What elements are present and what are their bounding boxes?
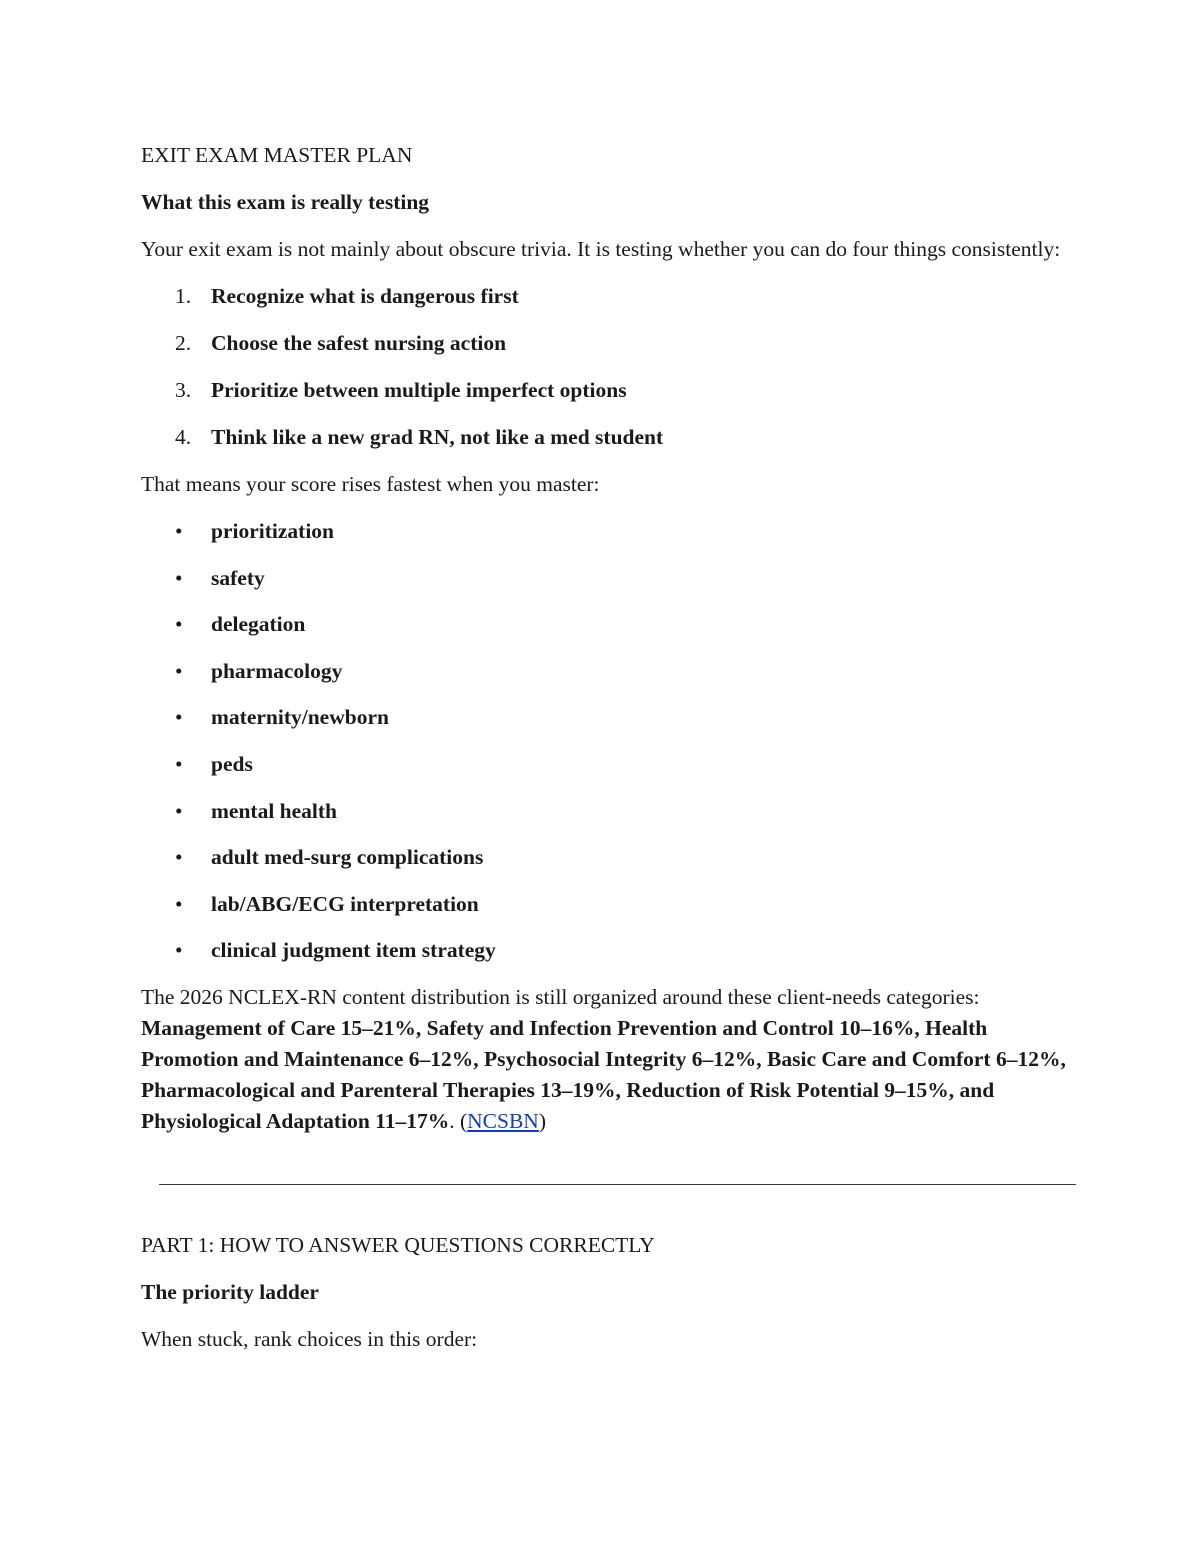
distribution-paragraph [141,982,1076,1137]
bullet-text: adult med-surg complications [211,845,484,870]
bullet-text: delegation [211,612,306,637]
bullet-glyph: • [175,565,183,590]
bullet-text: maternity/newborn [211,705,389,730]
section-heading-testing: What this exam is really testing [141,190,430,214]
bullet-glyph: • [175,845,183,870]
item-text: Choose the safest nursing action [211,331,507,355]
master-intro: That means your score rises fastest when you master: [141,472,600,496]
item-number: 1. [175,284,192,308]
bullet-glyph: • [175,519,183,543]
bullet-item [141,842,1076,873]
bullet-list [141,516,1076,966]
bullet-text: pharmacology [211,658,343,683]
bullet-glyph: • [175,612,183,637]
numbered-item [141,422,1076,453]
bullet-glyph: • [175,798,183,823]
part1-section [141,1230,1076,1371]
bullet-item [141,935,1076,966]
bullet-item [141,749,1076,780]
bullet-text: safety [211,565,265,590]
numbered-item [141,281,1076,312]
priority-ladder-heading: The priority ladder [141,1280,319,1304]
bullet-item [141,656,1076,687]
bullet-text: lab/ABG/ECG interpretation [211,891,479,916]
bullet-item [141,796,1076,827]
item-number: 4. [175,425,192,449]
item-text: Recognize what is dangerous first [211,284,519,308]
numbered-item [141,375,1076,406]
item-number: 2. [175,331,192,355]
document-page [141,140,1076,1150]
bullet-text: prioritization [211,519,335,543]
bullet-item [141,563,1076,594]
document-title: EXIT EXAM MASTER PLAN [141,143,413,167]
part1-heading: PART 1: HOW TO ANSWER QUESTIONS CORRECTLY [141,1233,655,1257]
bullet-item [141,702,1076,733]
bullet-glyph: • [175,938,183,963]
bullet-glyph: • [175,658,183,683]
bullet-item [141,889,1076,920]
distribution-close: ) [538,1108,547,1133]
bullet-text: mental health [211,798,338,823]
ncsbn-source-link[interactable]: NCSBN [467,1108,539,1133]
item-number: 3. [175,378,192,402]
item-text: Prioritize between multiple imperfect options [211,378,627,402]
bullet-glyph: • [175,891,183,916]
numbered-list [141,281,1076,453]
bullet-glyph: • [175,705,183,730]
item-text: Think like a new grad RN, not like a med student [211,425,664,449]
priority-ladder-intro: When stuck, rank choices in this order: [141,1327,478,1351]
bullet-text: peds [211,751,253,776]
distribution-categories: Management of Care 15–21%, Safety and Infection Prevention and Control 10–16%, Health Promotion and Maintenance 6–12%, Psychosocial Integrity 6–12%, Basic Care and Comfort 6–12%, Pharmacological and Parenteral Therapies 13–19%, Reduction of Risk Potential 9–15%, and Physiological Adaptation 11–17% [141,1015,1066,1133]
horizontal-divider [159,1184,1076,1185]
bullet-glyph: • [175,751,183,776]
intro-paragraph: Your exit exam is not mainly about obscure trivia. It is testing whether you can do four things consistently: [141,237,1061,261]
bullet-item [141,516,1076,547]
bullet-item [141,609,1076,640]
numbered-item [141,328,1076,359]
bullet-text: clinical judgment item strategy [211,938,496,963]
distribution-lead: The 2026 NCLEX-RN content distribution is still organized around these client-needs categories: [141,984,980,1009]
distribution-after: . ( [449,1108,468,1133]
